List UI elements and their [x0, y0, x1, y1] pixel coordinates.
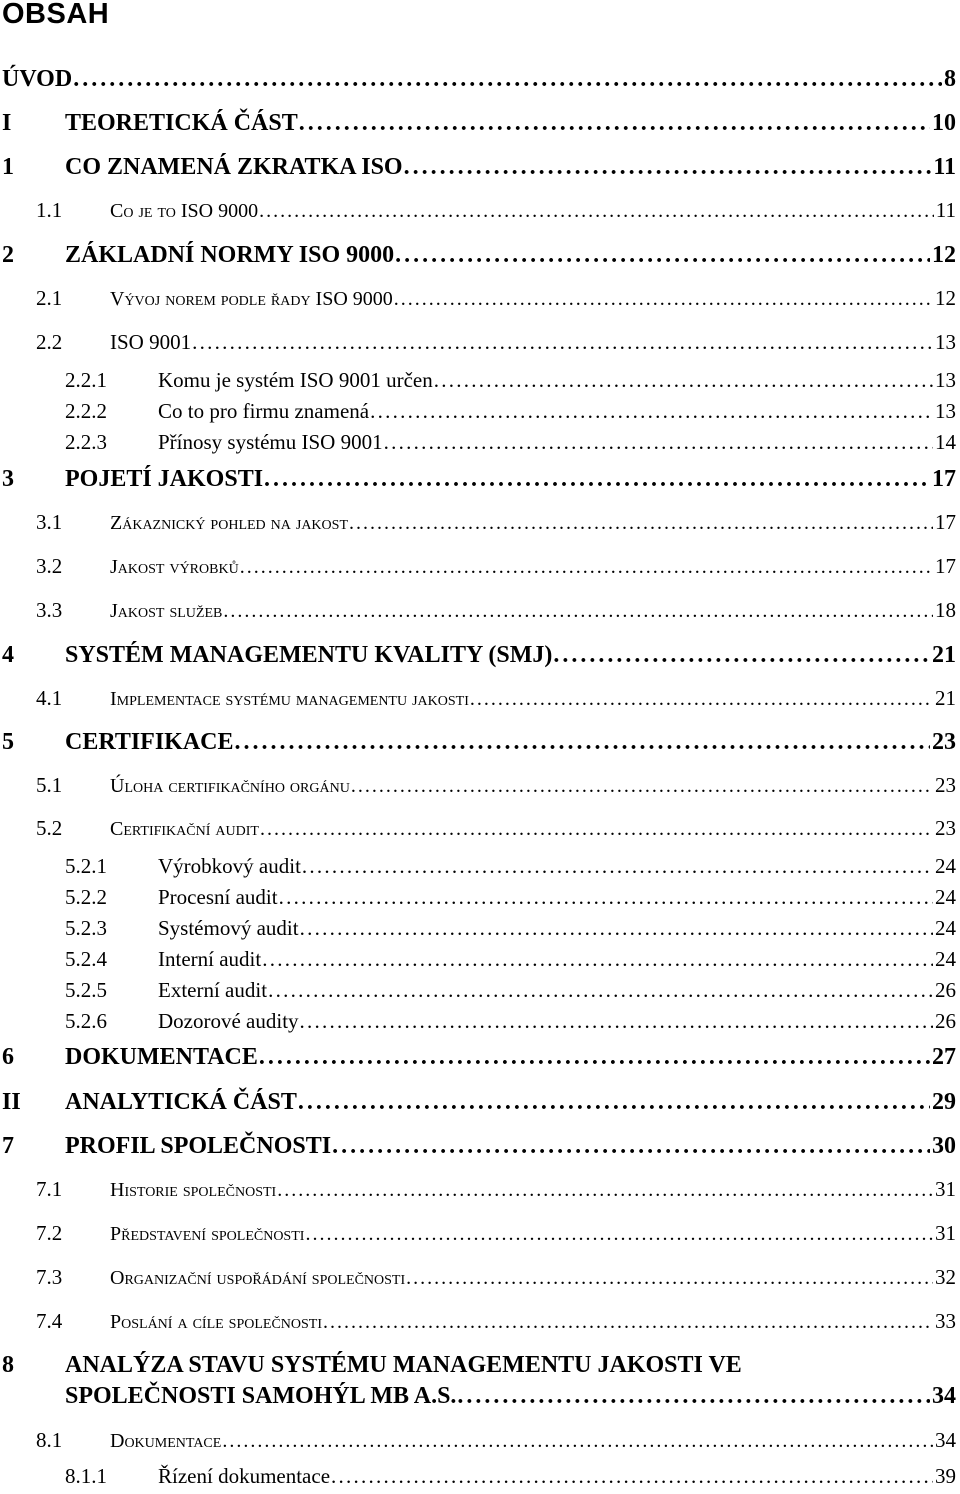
toc-entry-page: 13 — [935, 368, 956, 392]
toc-entry-page: 18 — [935, 598, 956, 622]
toc-entry-label: SYSTÉM MANAGEMENTU KVALITY (SMJ) — [65, 642, 553, 668]
toc-entry-page: 12 — [932, 242, 956, 268]
toc-entry-number: 5.1 — [36, 773, 63, 797]
toc-entry-page: 27 — [932, 1044, 956, 1070]
toc-entry-page: 23 — [935, 816, 956, 840]
toc-entry-label: Co to pro firmu znamená — [158, 399, 370, 423]
toc-entry-number: 8.1.1 — [65, 1464, 107, 1488]
toc-entry-page: 21 — [935, 686, 956, 710]
toc-entry-number: 7.3 — [36, 1265, 63, 1289]
toc-entry-number: 3.1 — [36, 510, 63, 534]
toc-leader — [300, 1009, 933, 1034]
toc-entry-page: 13 — [935, 399, 956, 423]
toc-entry[interactable] — [0, 1009, 956, 1039]
toc-leader — [300, 916, 933, 941]
toc-entry[interactable] — [0, 1177, 956, 1207]
toc-entry-label: ÚVOD — [2, 66, 73, 92]
toc-entry-page: 10 — [932, 110, 956, 136]
toc-entry[interactable] — [0, 1044, 956, 1074]
toc-entry-number: 5.2.3 — [65, 916, 107, 940]
toc-leader — [351, 775, 933, 798]
toc-entry-number: 5.2.6 — [65, 1009, 107, 1033]
toc-leader — [259, 1044, 930, 1071]
toc-leader — [235, 729, 930, 756]
toc-entry-number: 2.2 — [36, 330, 63, 354]
toc-entry-label: Dokumentace — [110, 1430, 222, 1452]
toc-entry-number: 1.1 — [36, 198, 63, 222]
toc-leader — [457, 1383, 930, 1410]
toc-entry-label-line1: ANALÝZA STAVU SYSTÉMU MANAGEMENTU JAKOSTI VE — [65, 1352, 742, 1378]
toc-entry[interactable] — [0, 399, 956, 429]
toc-entry-label: Co je to ISO 9000 — [110, 200, 259, 222]
toc-entry[interactable] — [0, 885, 956, 915]
toc-entry-number: 8.1 — [36, 1428, 63, 1452]
toc-leader — [332, 1133, 930, 1160]
toc-entry[interactable] — [0, 466, 956, 496]
toc-entry-number: 1 — [2, 154, 14, 180]
toc-entry-page: 26 — [935, 978, 956, 1002]
toc-entry-page: 8 — [944, 66, 956, 92]
toc-entry-page: 34 — [932, 1383, 956, 1409]
toc-entry-label: Výrobkový audit — [158, 854, 301, 878]
toc-entry[interactable] — [0, 686, 956, 716]
toc-entry-label: Představení společnosti — [110, 1223, 305, 1245]
page-title: OBSAH — [2, 0, 110, 30]
toc-leader — [259, 200, 934, 223]
toc-entry-page: 31 — [935, 1221, 956, 1245]
toc-entry[interactable] — [0, 110, 956, 140]
toc-entry-page: 11 — [933, 154, 956, 180]
toc-entry-label: Implementace systému managementu jakosti — [110, 688, 469, 710]
toc-entry-number: II — [2, 1089, 21, 1115]
toc-entry-label: Komu je systém ISO 9001 určen — [158, 368, 433, 392]
toc-entry-label: ANALYTICKÁ ČÁST — [65, 1089, 297, 1115]
toc-entry-label: CERTIFIKACE — [65, 729, 234, 755]
toc-entry-page: 17 — [935, 554, 956, 578]
toc-leader — [260, 818, 933, 841]
toc-leader — [264, 466, 930, 493]
toc-leader — [434, 368, 933, 393]
toc-entry-label: Organizační uspořádání společnosti — [110, 1267, 406, 1289]
toc-entry-number: 5.2.5 — [65, 978, 107, 1002]
toc-entry[interactable] — [0, 947, 956, 977]
toc-leader — [331, 1464, 933, 1489]
toc-entry[interactable] — [0, 510, 956, 540]
toc-entry-label: ISO 9001 — [110, 330, 192, 354]
toc-entry-number: 7.4 — [36, 1309, 63, 1333]
toc-entry-label: Procesní audit — [158, 885, 278, 909]
toc-entry[interactable] — [0, 1428, 956, 1458]
toc-entry-page: 12 — [935, 286, 956, 310]
toc-entry-page: 17 — [935, 510, 956, 534]
toc-entry[interactable] — [0, 598, 956, 628]
toc-entry-label: Poslání a cíle společnosti — [110, 1311, 323, 1333]
toc-entry-label: PROFIL SPOLEČNOSTI — [65, 1133, 332, 1159]
toc-entry-label: Interní audit — [158, 947, 262, 971]
toc-leader — [222, 1430, 933, 1453]
toc-entry-page: 14 — [935, 430, 956, 454]
toc-entry-number: 2 — [2, 242, 14, 268]
toc-entry[interactable] — [0, 729, 956, 759]
toc-entry[interactable] — [0, 198, 956, 228]
toc-entry-page: 32 — [935, 1265, 956, 1289]
toc-entry-number: 4.1 — [36, 686, 63, 710]
toc-entry-page: 24 — [935, 916, 956, 940]
toc-leader — [299, 110, 930, 137]
toc-entry-number: 5.2.4 — [65, 947, 107, 971]
toc-leader — [470, 688, 933, 711]
toc-leader — [404, 154, 932, 181]
toc-leader — [394, 288, 933, 311]
toc-entry-page: 24 — [935, 885, 956, 909]
toc-leader — [305, 1223, 933, 1246]
toc-leader — [349, 512, 933, 535]
toc-entry-page: 29 — [932, 1089, 956, 1115]
toc-entry-label: Systémový audit — [158, 916, 299, 940]
toc-entry-label-line2: SPOLEČNOSTI SAMOHÝL MB A.S. — [65, 1383, 457, 1409]
toc-entry[interactable] — [0, 330, 956, 360]
toc-leader — [262, 947, 933, 972]
toc-leader — [323, 1311, 933, 1334]
toc-entry-label: POJETÍ JAKOSTI — [65, 466, 264, 492]
toc-entry-label: Úloha certifikačního orgánu — [110, 775, 350, 797]
toc-entry[interactable] — [0, 368, 956, 398]
toc-entry-number: 4 — [2, 642, 14, 668]
toc-entry-number: 2.1 — [36, 286, 63, 310]
toc-entry-number: 6 — [2, 1044, 14, 1070]
toc-entry-number: 7.2 — [36, 1221, 63, 1245]
toc-entry-number: 5.2 — [36, 816, 63, 840]
toc-entry-number: 5.2.2 — [65, 885, 107, 909]
toc-entry-label: Externí audit — [158, 978, 268, 1002]
toc-entry-label: Jakost výrobků — [110, 556, 239, 578]
toc-entry[interactable] — [0, 430, 956, 460]
toc-entry[interactable] — [0, 1221, 956, 1251]
toc-entry-page: 23 — [935, 773, 956, 797]
toc-entry[interactable] — [0, 1265, 956, 1295]
toc-entry-page: 33 — [935, 1309, 956, 1333]
toc-entry-number: 3 — [2, 466, 14, 492]
toc-entry-page: 24 — [935, 854, 956, 878]
toc-entry-page: 31 — [935, 1177, 956, 1201]
toc-entry-page: 30 — [932, 1133, 956, 1159]
toc-entry[interactable] — [0, 916, 956, 946]
toc-leader — [240, 556, 933, 579]
toc-entry-number: 3.3 — [36, 598, 63, 622]
toc-entry[interactable] — [0, 1309, 956, 1339]
toc-entry-number: 2.2.1 — [65, 368, 107, 392]
toc-entry-page: 13 — [935, 330, 956, 354]
toc-entry-label: Vývoj norem podle řady ISO 9000 — [110, 288, 393, 310]
toc-entry[interactable] — [0, 642, 956, 672]
toc-entry-page: 39 — [935, 1464, 956, 1488]
toc-entry-page: 26 — [935, 1009, 956, 1033]
toc-entry-number: I — [2, 110, 12, 136]
toc-entry-label: Přínosy systému ISO 9001 — [158, 430, 383, 454]
toc-leader — [73, 66, 942, 93]
toc-entry[interactable] — [0, 816, 956, 846]
toc-entry-page: 24 — [935, 947, 956, 971]
toc-entry-number: 7 — [2, 1133, 14, 1159]
toc-entry-page: 34 — [935, 1428, 956, 1452]
toc-entry-number: 7.1 — [36, 1177, 63, 1201]
toc-entry-number: 5 — [2, 729, 14, 755]
toc-leader — [277, 1179, 933, 1202]
toc-entry-label: Zákaznický pohled na jakost — [110, 512, 348, 534]
toc-entry-page: 11 — [935, 198, 956, 222]
toc-entry-label: Jakost služeb — [110, 600, 223, 622]
toc-entry[interactable] — [0, 242, 956, 272]
toc-leader — [268, 978, 933, 1003]
toc-entry[interactable] — [0, 66, 956, 96]
toc-entry[interactable] — [0, 1133, 956, 1163]
toc-entry-label: Historie společnosti — [110, 1179, 277, 1201]
toc-entry-label: ZÁKLADNÍ NORMY ISO 9000 — [65, 242, 395, 268]
toc-entry-label: Řízení dokumentace — [158, 1464, 331, 1488]
toc-leader — [279, 885, 933, 910]
toc-entry-page: 21 — [932, 642, 956, 668]
toc-leader — [370, 399, 933, 424]
toc-entry-label: Dozorové audity — [158, 1009, 299, 1033]
toc-leader — [298, 1089, 930, 1116]
toc-entry-label: Certifikační audit — [110, 818, 259, 840]
toc-entry[interactable] — [0, 154, 956, 184]
toc-entry[interactable] — [0, 286, 956, 316]
toc-leader — [395, 242, 930, 269]
toc-leader — [384, 430, 933, 455]
toc-entry[interactable] — [0, 978, 956, 1008]
toc-entry-number: 3.2 — [36, 554, 63, 578]
toc-leader — [302, 854, 933, 879]
toc-entry-page: 23 — [932, 729, 956, 755]
toc-entry-number: 2.2.3 — [65, 430, 107, 454]
toc-entry[interactable] — [0, 773, 956, 803]
toc-entry-number: 5.2.1 — [65, 854, 107, 878]
toc-entry[interactable] — [0, 854, 956, 884]
toc-entry-label: TEORETICKÁ ČÁST — [65, 110, 298, 136]
toc-entry-page: 17 — [932, 466, 956, 492]
toc-entry[interactable] — [0, 554, 956, 584]
toc-entry-number: 8 — [2, 1352, 14, 1378]
toc-leader — [406, 1267, 933, 1290]
toc-entry[interactable] — [0, 1352, 956, 1416]
toc-leader — [223, 600, 933, 623]
toc-entry-label: CO ZNAMENÁ ZKRATKA ISO — [65, 154, 403, 180]
toc-entry-label: DOKUMENTACE — [65, 1044, 258, 1070]
toc-leader — [553, 642, 930, 669]
toc-leader — [192, 330, 933, 355]
toc-entry-number: 2.2.2 — [65, 399, 107, 423]
toc-entry[interactable] — [0, 1089, 956, 1119]
